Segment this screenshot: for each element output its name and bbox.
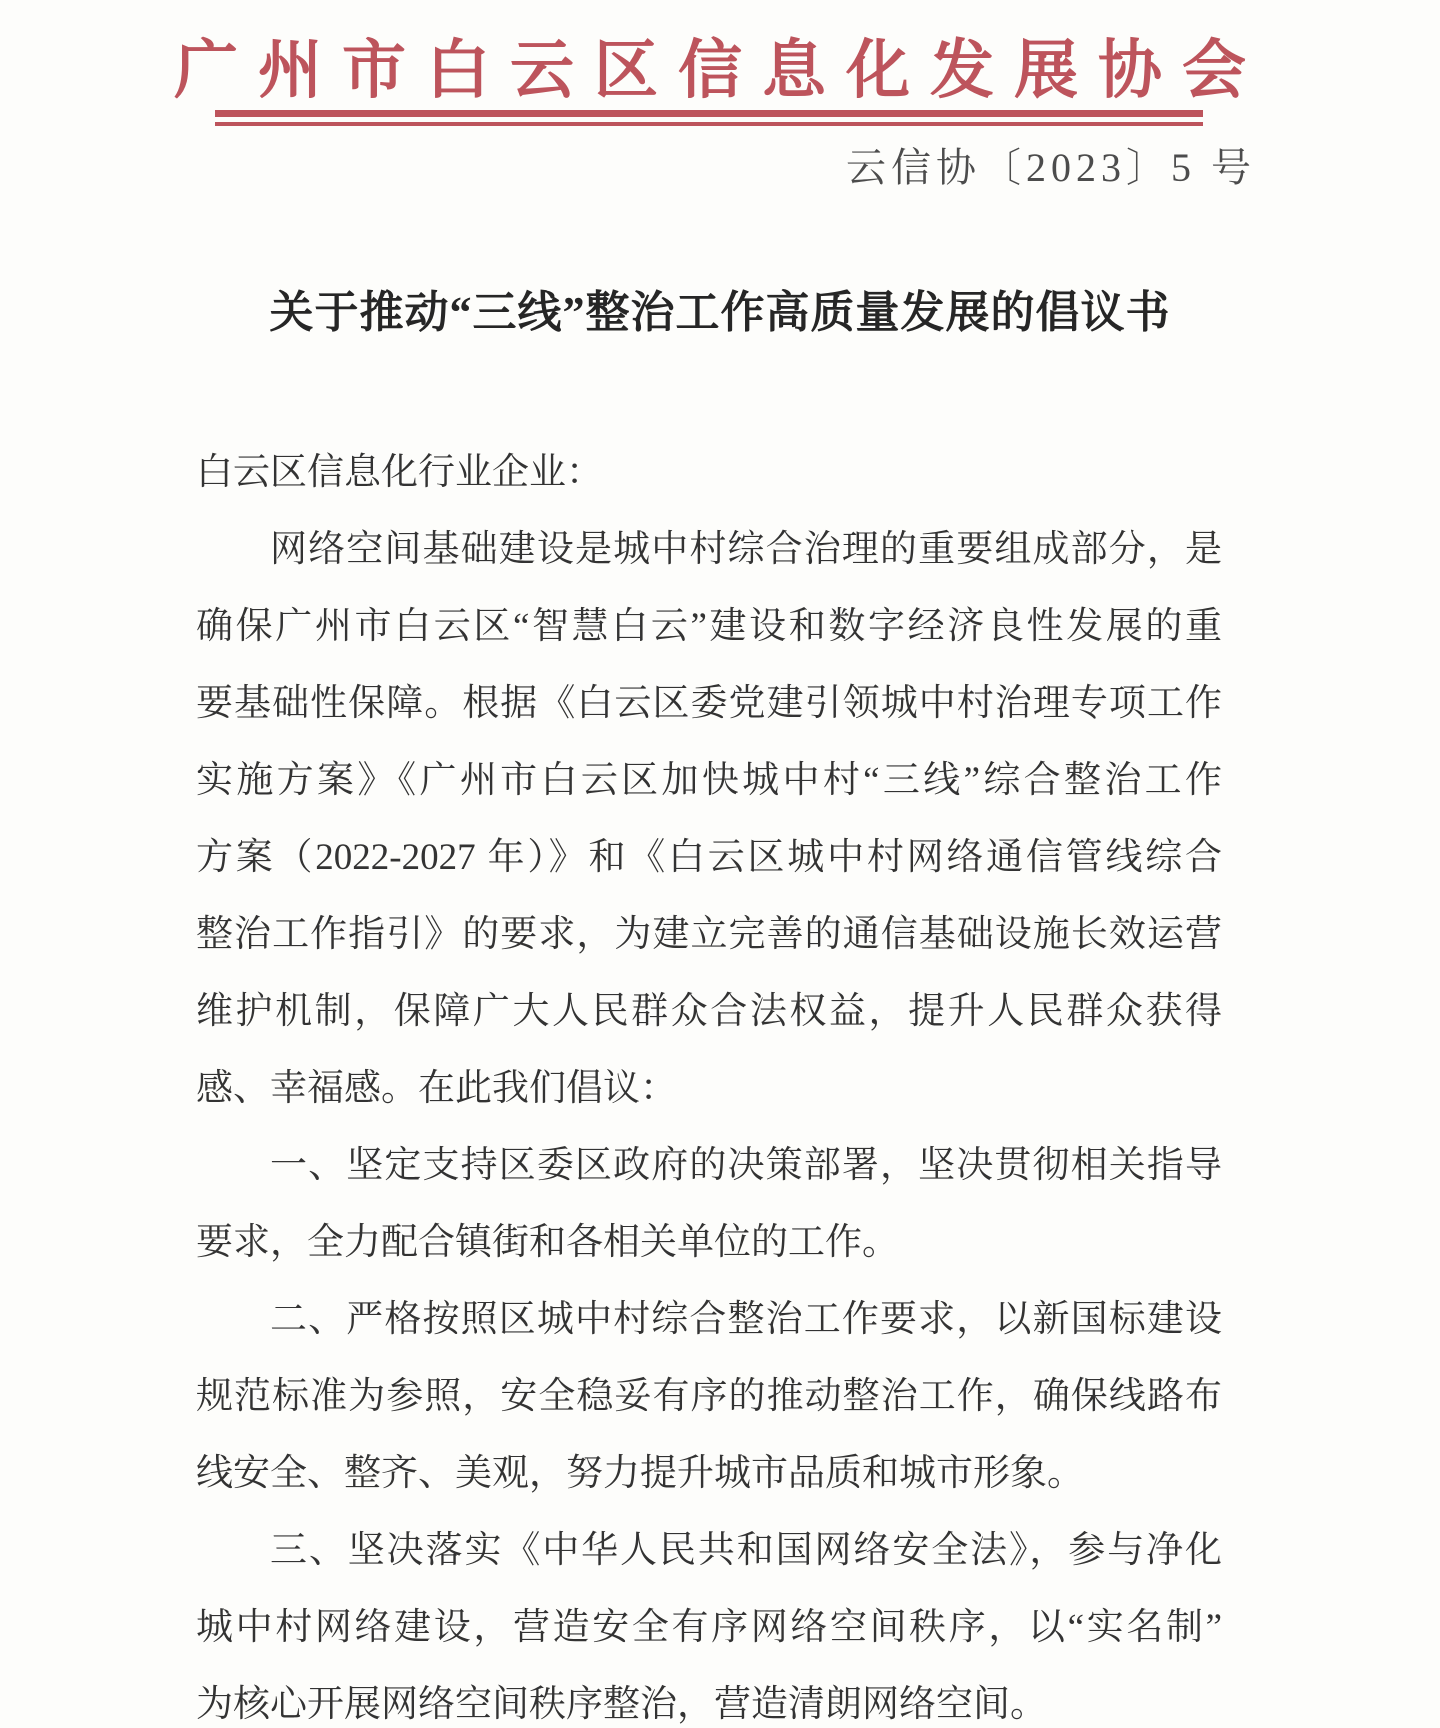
- text-line: 线安全、整齐、美观，努力提升城市品质和城市形象。: [196, 1453, 1084, 1494]
- text-line: 三、坚决落实《中华人民共和国网络安全法》，参与净化: [270, 1530, 1222, 1571]
- text-line: 要基础性保障。根据《白云区委党建引领城中村治理专项工作: [196, 683, 1222, 724]
- text-line: 维护机制，保障广大人民群众合法权益，提升人民群众获得: [196, 991, 1222, 1032]
- text-line: 感、幸福感。在此我们倡议：: [196, 1068, 677, 1109]
- text-line: 要求，全力配合镇街和各相关单位的工作。: [196, 1222, 899, 1263]
- text-line: 一、坚定支持区委区政府的决策部署，坚决贯彻相关指导: [270, 1145, 1222, 1186]
- text-line: 实施方案》《广州市白云区加快城中村“三线”综合整治工作: [196, 760, 1222, 801]
- text-line: 网络空间基础建设是城中村综合治理的重要组成部分，是: [270, 529, 1222, 570]
- text-line: 白云区信息化行业企业：: [196, 452, 603, 493]
- text-line: 方案（2022-2027 年）》和《白云区城中村网络通信管线综合: [196, 837, 1222, 878]
- letterhead-rule-thick: [215, 110, 1203, 117]
- text-line: 规范标准为参照，安全稳妥有序的推动整治工作，确保线路布: [196, 1376, 1222, 1417]
- text-line: 为核心开展网络空间秩序整治，营造清朗网络空间。: [196, 1684, 1047, 1725]
- document-body: [196, 434, 1222, 1728]
- doc-number: 云信协〔2023〕5 号: [846, 145, 1256, 190]
- text-line: 确保广州市白云区“智慧白云”建设和数字经济良性发展的重: [196, 606, 1222, 647]
- letterhead-rule-thin: [215, 122, 1203, 126]
- text-line: 城中村网络建设，营造安全有序网络空间秩序，以“实名制”: [196, 1607, 1222, 1648]
- text-line: 整治工作指引》的要求，为建立完善的通信基础设施长效运营: [196, 914, 1222, 955]
- document-title: 关于推动“三线”整治工作高质量发展的倡议书: [269, 288, 1171, 337]
- text-line: 二、严格按照区城中村综合整治工作要求，以新国标建设: [270, 1299, 1222, 1340]
- letterhead-org-name: 广州市白云区信息化发展协会: [174, 35, 1266, 106]
